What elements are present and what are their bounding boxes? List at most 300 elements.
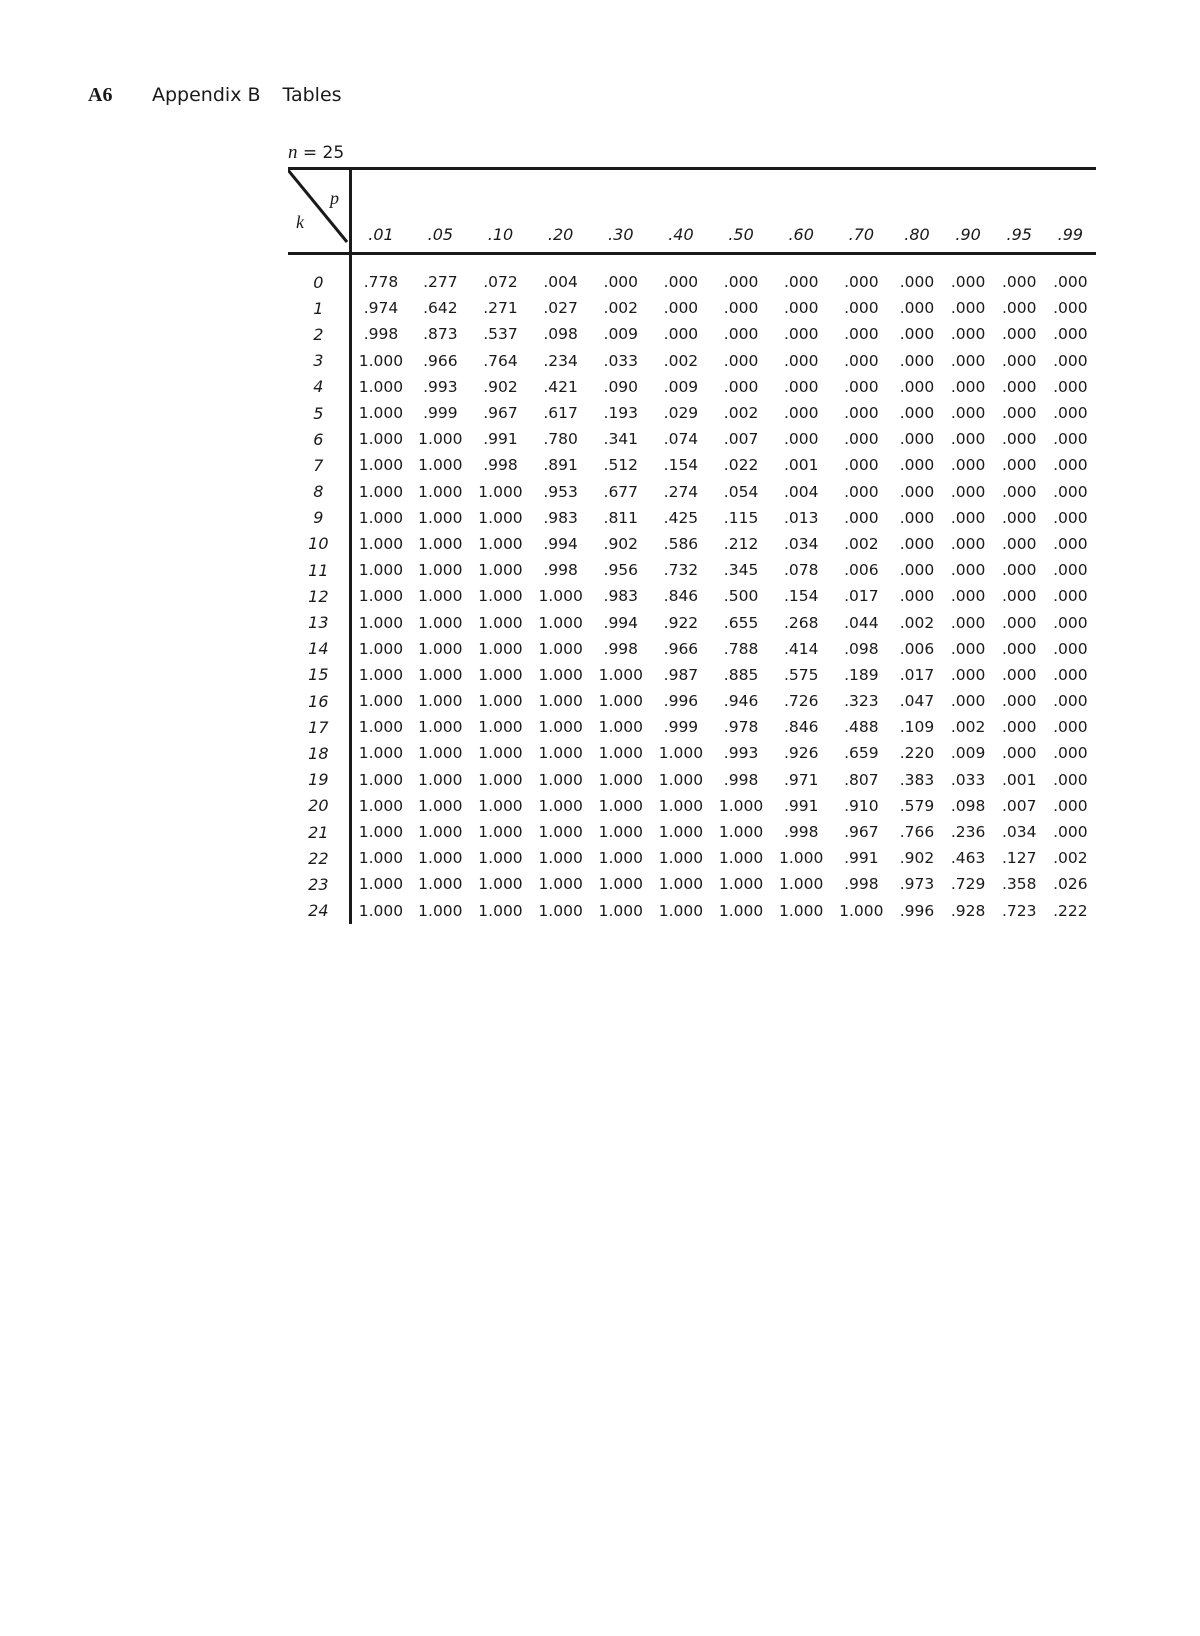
table-cell: 1.000: [478, 901, 523, 920]
table-cell: 1.000: [538, 849, 583, 868]
column-header-p: .60: [771, 169, 831, 254]
table-body: [288, 254, 1096, 924]
table-cell: 1.000: [658, 875, 704, 894]
table-header-row: [288, 169, 1096, 254]
table-cell: .000: [950, 404, 986, 423]
table-cell: 1.000: [358, 613, 404, 632]
row-k-label: 3: [288, 348, 350, 374]
table-cell: .000: [1001, 639, 1037, 658]
table-cell: .000: [899, 273, 935, 292]
table-cell: .766: [899, 823, 935, 842]
table-cell: 1.000: [538, 718, 583, 737]
table-cell: .902: [483, 377, 518, 396]
table-cell: .000: [1053, 456, 1088, 475]
table-cell: .998: [483, 456, 518, 475]
table-cell: .002: [899, 613, 935, 632]
table-cell: 1.000: [358, 351, 404, 370]
table-cell: 1.000: [358, 587, 404, 606]
table-cell: .000: [1053, 273, 1088, 292]
table-cell: .000: [950, 482, 986, 501]
table-cell: .778: [363, 273, 399, 292]
table-cell: .000: [1001, 692, 1037, 711]
table-cell: .421: [543, 377, 578, 396]
table-cell: .000: [899, 377, 935, 396]
table-cell: 1.000: [358, 404, 404, 423]
table-cell: 1.000: [358, 875, 404, 894]
table-cell: 1.000: [478, 639, 523, 658]
table-cell: .000: [1001, 325, 1037, 344]
table-cell: .946: [723, 692, 759, 711]
table-cell: .891: [543, 456, 578, 475]
table-cell: 1.000: [658, 744, 704, 763]
table-cell: 1.000: [718, 901, 764, 920]
table-cell: .998: [844, 875, 879, 894]
table-cell: 1.000: [658, 849, 704, 868]
row-k-label: 17: [288, 714, 350, 740]
table-cell: .000: [844, 456, 879, 475]
table-cell: 1.000: [478, 534, 523, 553]
table-cell: 1.000: [478, 482, 523, 501]
table-cell: .000: [1053, 692, 1088, 711]
table-cell: .072: [483, 273, 518, 292]
table-cell: .000: [899, 561, 935, 580]
table-cell: 1.000: [418, 744, 463, 763]
table-cell: .811: [603, 508, 639, 527]
table-cell: 1.000: [418, 561, 463, 580]
table-cell: .991: [844, 849, 879, 868]
row-k-label: 2: [288, 321, 350, 347]
table-cell: .994: [543, 534, 578, 553]
table-cell: .000: [1001, 665, 1037, 684]
table-cell: .000: [1053, 718, 1088, 737]
table-cell: 1.000: [358, 665, 404, 684]
table-cell: .885: [723, 665, 759, 684]
table-cell: .189: [844, 665, 879, 684]
table-cell: 1.000: [358, 796, 404, 815]
table-cell: 1.000: [598, 744, 643, 763]
table-cell: .967: [844, 823, 879, 842]
column-header-p: .05: [410, 169, 470, 254]
table-cell: .998: [723, 770, 759, 789]
table-cell: .617: [543, 404, 578, 423]
table-row: [288, 348, 1096, 374]
table-cell: 1.000: [358, 561, 404, 580]
table-cell: .000: [899, 534, 935, 553]
table-cell: .973: [899, 875, 935, 894]
table-cell: .998: [783, 823, 819, 842]
table-cell: .000: [1053, 665, 1088, 684]
table-cell: .846: [663, 587, 699, 606]
table-cell: .966: [423, 351, 458, 370]
table-cell: .000: [950, 561, 986, 580]
table-cell: 1.000: [358, 639, 404, 658]
table-cell: .000: [899, 430, 935, 449]
table-cell: .000: [950, 325, 986, 344]
table-cell: .764: [483, 351, 518, 370]
table-cell: 1.000: [358, 430, 404, 449]
table-cell: .000: [1053, 508, 1088, 527]
table-cell: 1.000: [418, 901, 463, 920]
table-cell: .268: [783, 613, 819, 632]
table-row: [288, 452, 1096, 478]
table-cell: 1.000: [478, 561, 523, 580]
table-cell: .000: [663, 273, 699, 292]
table-cell: 1.000: [718, 875, 764, 894]
table-cell: .000: [844, 299, 879, 318]
table-cell: .341: [603, 430, 639, 449]
table-cell: .910: [844, 796, 879, 815]
table-cell: .999: [663, 718, 699, 737]
table-cell: .029: [663, 404, 699, 423]
row-k-label: 10: [288, 531, 350, 557]
table-cell: .000: [1001, 561, 1037, 580]
table-n-label: [288, 142, 344, 164]
table-cell: .000: [844, 377, 879, 396]
table-cell: .000: [723, 299, 759, 318]
table-cell: .000: [783, 325, 819, 344]
table-cell: .009: [950, 744, 986, 763]
binomial-cumulative-table: [288, 167, 1096, 924]
table-cell: .537: [483, 325, 518, 344]
table-cell: 1.000: [418, 482, 463, 501]
table-cell: .098: [950, 796, 986, 815]
running-head: [88, 84, 342, 108]
table-cell: .967: [483, 404, 518, 423]
table-cell: .998: [363, 325, 399, 344]
table-cell: .000: [899, 456, 935, 475]
table-cell: .007: [723, 430, 759, 449]
table-cell: .000: [783, 377, 819, 396]
table-cell: 1.000: [538, 901, 583, 920]
table-cell: 1.000: [718, 849, 764, 868]
table-cell: .998: [603, 639, 639, 658]
table-cell: .115: [723, 508, 759, 527]
table-cell: .983: [543, 508, 578, 527]
table-cell: .000: [783, 430, 819, 449]
table-cell: .000: [1053, 744, 1088, 763]
table-cell: .991: [783, 796, 819, 815]
table-row: [288, 531, 1096, 557]
column-header-p: .50: [711, 169, 771, 254]
table-cell: .002: [1053, 849, 1088, 868]
table-cell: .642: [423, 299, 458, 318]
table-cell: .000: [1001, 430, 1037, 449]
table-cell: .000: [1001, 744, 1037, 763]
table-cell: .000: [1001, 377, 1037, 396]
table-cell: .579: [899, 796, 935, 815]
table-cell: .000: [950, 430, 986, 449]
table-cell: .002: [603, 299, 639, 318]
row-k-label: 11: [288, 557, 350, 583]
table-cell: .999: [423, 404, 458, 423]
page-number: A6: [88, 84, 113, 106]
table-cell: 1.000: [538, 613, 583, 632]
table-cell: 1.000: [538, 587, 583, 606]
table-cell: .009: [603, 325, 639, 344]
table-cell: 1.000: [418, 534, 463, 553]
table-cell: .000: [899, 587, 935, 606]
table-cell: 1.000: [598, 770, 643, 789]
table-row: [288, 374, 1096, 400]
table-cell: .987: [663, 665, 699, 684]
row-k-label: 22: [288, 845, 350, 871]
table-cell: .345: [723, 561, 759, 580]
table-cell: .000: [950, 534, 986, 553]
table-cell: .000: [950, 639, 986, 658]
table-cell: .000: [1001, 404, 1037, 423]
n-variable: n: [288, 142, 298, 163]
table-cell: 1.000: [538, 665, 583, 684]
row-k-label: 0: [288, 254, 350, 296]
table-cell: .000: [950, 299, 986, 318]
table-cell: 1.000: [358, 718, 404, 737]
table-cell: .047: [899, 692, 935, 711]
table-row: [288, 819, 1096, 845]
table-row: [288, 871, 1096, 897]
table-cell: 1.000: [658, 796, 704, 815]
row-k-label: 21: [288, 819, 350, 845]
table-cell: .000: [1001, 508, 1037, 527]
table-cell: .998: [543, 561, 578, 580]
table-cell: 1.000: [418, 823, 463, 842]
table-cell: 1.000: [478, 849, 523, 868]
column-header-p: .90: [943, 169, 994, 254]
table-cell: .996: [663, 692, 699, 711]
table-cell: .154: [783, 587, 819, 606]
table-cell: .000: [899, 351, 935, 370]
table-cell: .994: [603, 613, 639, 632]
table-row: [288, 321, 1096, 347]
table-cell: .006: [844, 561, 879, 580]
table-cell: .000: [1001, 273, 1037, 292]
table-cell: .000: [1001, 587, 1037, 606]
table-cell: .000: [844, 508, 879, 527]
table-cell: .873: [423, 325, 458, 344]
table-cell: .000: [950, 587, 986, 606]
table-cell: 1.000: [598, 718, 643, 737]
table-cell: .000: [950, 692, 986, 711]
table-cell: .729: [950, 875, 986, 894]
section-title: Tables: [282, 84, 342, 106]
table-cell: 1.000: [418, 508, 463, 527]
table-cell: 1.000: [779, 849, 824, 868]
table-cell: .000: [844, 325, 879, 344]
table-cell: .074: [663, 430, 699, 449]
column-header-p: .95: [994, 169, 1045, 254]
table-cell: .000: [1053, 796, 1088, 815]
table-cell: .034: [1001, 823, 1037, 842]
table-cell: .000: [1053, 587, 1088, 606]
table-cell: 1.000: [358, 508, 404, 527]
table-cell: .575: [783, 665, 819, 684]
table-cell: .277: [423, 273, 458, 292]
table-row: [288, 254, 1096, 296]
table-cell: .512: [603, 456, 639, 475]
table-cell: .000: [950, 613, 986, 632]
table-cell: .109: [899, 718, 935, 737]
table-cell: 1.000: [478, 587, 523, 606]
table-cell: .000: [723, 273, 759, 292]
table-cell: .000: [844, 482, 879, 501]
table-cell: 1.000: [478, 744, 523, 763]
row-k-label: 15: [288, 662, 350, 688]
column-header-p: .40: [651, 169, 711, 254]
table-cell: .463: [950, 849, 986, 868]
table-cell: .655: [723, 613, 759, 632]
table-cell: .000: [1053, 770, 1088, 789]
table-cell: .000: [1053, 534, 1088, 553]
column-header-p: .01: [350, 169, 410, 254]
table-row: [288, 767, 1096, 793]
table-cell: .000: [723, 351, 759, 370]
table-cell: .323: [844, 692, 879, 711]
table-cell: .004: [783, 482, 819, 501]
table-cell: 1.000: [478, 823, 523, 842]
table-cell: 1.000: [598, 849, 643, 868]
table-cell: .000: [1001, 482, 1037, 501]
table-cell: 1.000: [478, 718, 523, 737]
table-cell: 1.000: [418, 692, 463, 711]
table-cell: .000: [783, 404, 819, 423]
table-cell: .732: [663, 561, 699, 580]
table-cell: .000: [603, 273, 639, 292]
corner-cell: [288, 169, 350, 254]
table-cell: .971: [783, 770, 819, 789]
table-cell: .274: [663, 482, 699, 501]
table-cell: .500: [723, 587, 759, 606]
row-k-label: 24: [288, 898, 350, 924]
table-row: [288, 662, 1096, 688]
table-cell: 1.000: [779, 875, 824, 894]
table-cell: 1.000: [418, 849, 463, 868]
table-cell: 1.000: [418, 430, 463, 449]
corner-k-label: k: [296, 212, 304, 232]
table-cell: .033: [950, 770, 986, 789]
table-cell: .000: [844, 351, 879, 370]
table-cell: 1.000: [538, 692, 583, 711]
n-value: = 25: [297, 143, 345, 163]
table-cell: .425: [663, 508, 699, 527]
row-k-label: 8: [288, 479, 350, 505]
table-cell: .001: [783, 456, 819, 475]
table-cell: 1.000: [478, 508, 523, 527]
table-cell: 1.000: [418, 665, 463, 684]
table-cell: 1.000: [358, 744, 404, 763]
table-cell: .996: [899, 901, 935, 920]
table-cell: 1.000: [418, 456, 463, 475]
table-cell: .000: [1053, 561, 1088, 580]
table-cell: 1.000: [538, 796, 583, 815]
table-cell: 1.000: [358, 377, 404, 396]
table-row: [288, 609, 1096, 635]
table-cell: 1.000: [358, 770, 404, 789]
table-cell: .000: [1053, 325, 1088, 344]
table-cell: .000: [950, 351, 986, 370]
table-cell: .000: [783, 299, 819, 318]
table-cell: .002: [723, 404, 759, 423]
column-header-p: .70: [831, 169, 891, 254]
table-cell: 1.000: [478, 613, 523, 632]
table-cell: .034: [783, 534, 819, 553]
row-k-label: 23: [288, 871, 350, 897]
table-cell: 1.000: [598, 692, 643, 711]
table-cell: .000: [1053, 823, 1088, 842]
table-cell: .002: [950, 718, 986, 737]
table-cell: .000: [1053, 613, 1088, 632]
table-cell: .000: [950, 665, 986, 684]
table-cell: .978: [723, 718, 759, 737]
table-row: [288, 479, 1096, 505]
table-cell: .090: [603, 377, 639, 396]
table-cell: .928: [950, 901, 986, 920]
row-k-label: 5: [288, 400, 350, 426]
table-row: [288, 295, 1096, 321]
table-cell: 1.000: [418, 718, 463, 737]
table-row: [288, 688, 1096, 714]
table-cell: .026: [1053, 875, 1088, 894]
table-cell: .000: [899, 482, 935, 501]
table-cell: .000: [1001, 351, 1037, 370]
corner-p-label: p: [330, 188, 339, 208]
table-cell: 1.000: [598, 823, 643, 842]
table-cell: 1.000: [478, 796, 523, 815]
table-cell: .358: [1001, 875, 1037, 894]
table-cell: 1.000: [358, 456, 404, 475]
column-header-p: .10: [470, 169, 530, 254]
table-cell: 1.000: [358, 692, 404, 711]
table-cell: .033: [603, 351, 639, 370]
table-cell: .000: [899, 325, 935, 344]
table-cell: .236: [950, 823, 986, 842]
table-cell: .000: [1053, 639, 1088, 658]
table-cell: .000: [1001, 456, 1037, 475]
table-cell: .000: [844, 430, 879, 449]
table-cell: .193: [603, 404, 639, 423]
table-cell: .902: [899, 849, 935, 868]
section-label: Appendix B: [152, 84, 261, 106]
table-cell: 1.000: [779, 901, 824, 920]
table-cell: .922: [663, 613, 699, 632]
table-cell: 1.000: [358, 534, 404, 553]
row-k-label: 1: [288, 295, 350, 321]
row-k-label: 18: [288, 740, 350, 766]
table-cell: .956: [603, 561, 639, 580]
table-row: [288, 793, 1096, 819]
table-cell: 1.000: [658, 901, 704, 920]
table-cell: 1.000: [358, 823, 404, 842]
row-k-label: 14: [288, 636, 350, 662]
table-cell: .974: [363, 299, 399, 318]
row-k-label: 12: [288, 583, 350, 609]
table-cell: .000: [723, 325, 759, 344]
table-cell: .000: [1001, 718, 1037, 737]
table-cell: 1.000: [358, 482, 404, 501]
table-row: [288, 845, 1096, 871]
table-cell: 1.000: [598, 901, 643, 920]
table-cell: 1.000: [418, 875, 463, 894]
table-cell: 1.000: [358, 901, 404, 920]
row-k-label: 16: [288, 688, 350, 714]
table-cell: .414: [783, 639, 819, 658]
table-cell: .222: [1053, 901, 1088, 920]
table-cell: .000: [1001, 534, 1037, 553]
table-cell: .966: [663, 639, 699, 658]
table-cell: 1.000: [358, 849, 404, 868]
table-cell: 1.000: [538, 770, 583, 789]
row-k-label: 19: [288, 767, 350, 793]
table-cell: .054: [723, 482, 759, 501]
table-cell: .271: [483, 299, 518, 318]
